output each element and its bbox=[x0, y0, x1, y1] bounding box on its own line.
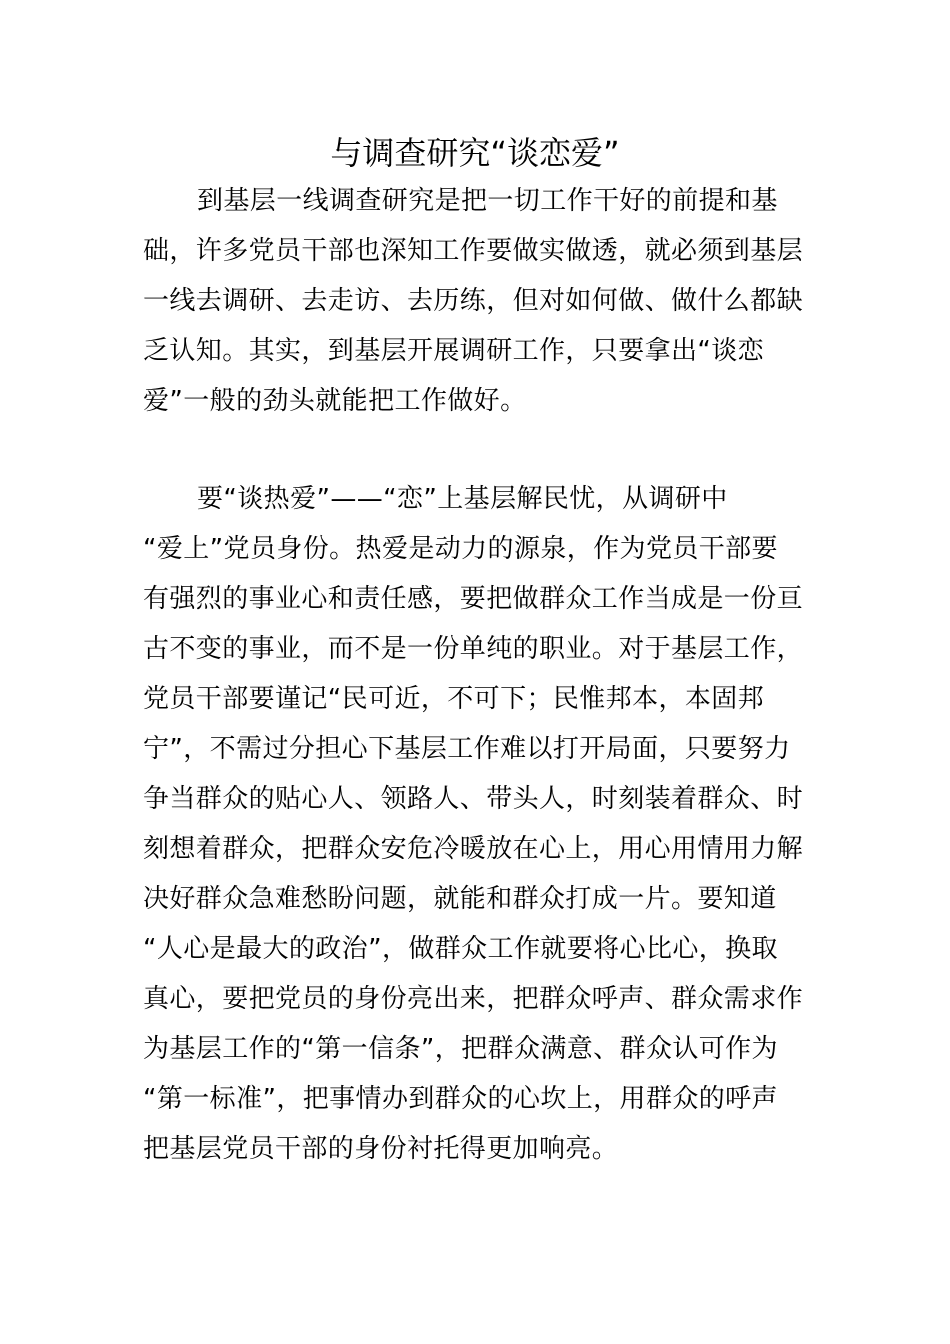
paragraph-line: 决好群众急难愁盼问题，就能和群众打成一片。要知道 bbox=[143, 884, 777, 914]
paragraph-line: 宁”，不需过分担心下基层工作难以打开局面，只要努力 bbox=[143, 734, 791, 764]
paragraph-line: 古不变的事业，而不是一份单纯的职业。对于基层工作， bbox=[143, 634, 804, 664]
paragraph-2 bbox=[143, 474, 823, 1174]
paragraph-line: “爱上”党员身份。热爱是动力的源泉，作为党员干部要 bbox=[143, 534, 778, 564]
paragraph-line: 党员干部要谨记“民可近，不可下；民惟邦本，本固邦 bbox=[143, 684, 765, 714]
paragraph-line: 有强烈的事业心和责任感，要把做群众工作当成是一份亘 bbox=[143, 584, 804, 614]
paragraph-line: 一线去调研、去走访、去历练，但对如何做、做什么都缺 bbox=[143, 286, 804, 316]
paragraph-line: 爱”一般的劲头就能把工作做好。 bbox=[143, 386, 527, 416]
paragraph-line: 争当群众的贴心人、领路人、带头人，时刻装着群众、时 bbox=[143, 784, 804, 814]
paragraph-line: “第一标准”，把事情办到群众的心坎上，用群众的呼声 bbox=[143, 1084, 778, 1114]
paragraph-line: 到基层一线调查研究是把一切工作干好的前提和基 bbox=[197, 186, 778, 216]
paragraph-line: 为基层工作的“第一信条”，把群众满意、群众认可作为 bbox=[143, 1034, 778, 1064]
paragraph-line: 真心，要把党员的身份亮出来，把群众呼声、群众需求作 bbox=[143, 984, 804, 1014]
paragraph-1 bbox=[143, 176, 823, 426]
paragraph-line: 要“谈热爱”——“恋”上基层解民忧，从调研中 bbox=[197, 484, 728, 514]
paragraph-line: “人心是最大的政治”，做群众工作就要将心比心，换取 bbox=[143, 934, 778, 964]
paragraph-line: 刻想着群众，把群众安危冷暖放在心上，用心用情用力解 bbox=[143, 834, 804, 864]
paragraph-line: 乏认知。其实，到基层开展调研工作，只要拿出“谈恋 bbox=[143, 336, 765, 366]
paragraph-line: 础，许多党员干部也深知工作要做实做透，就必须到基层 bbox=[143, 236, 804, 266]
paragraph-line: 把基层党员干部的身份衬托得更加响亮。 bbox=[143, 1134, 619, 1164]
document-title: 与调查研究“谈恋爱” bbox=[330, 134, 620, 172]
